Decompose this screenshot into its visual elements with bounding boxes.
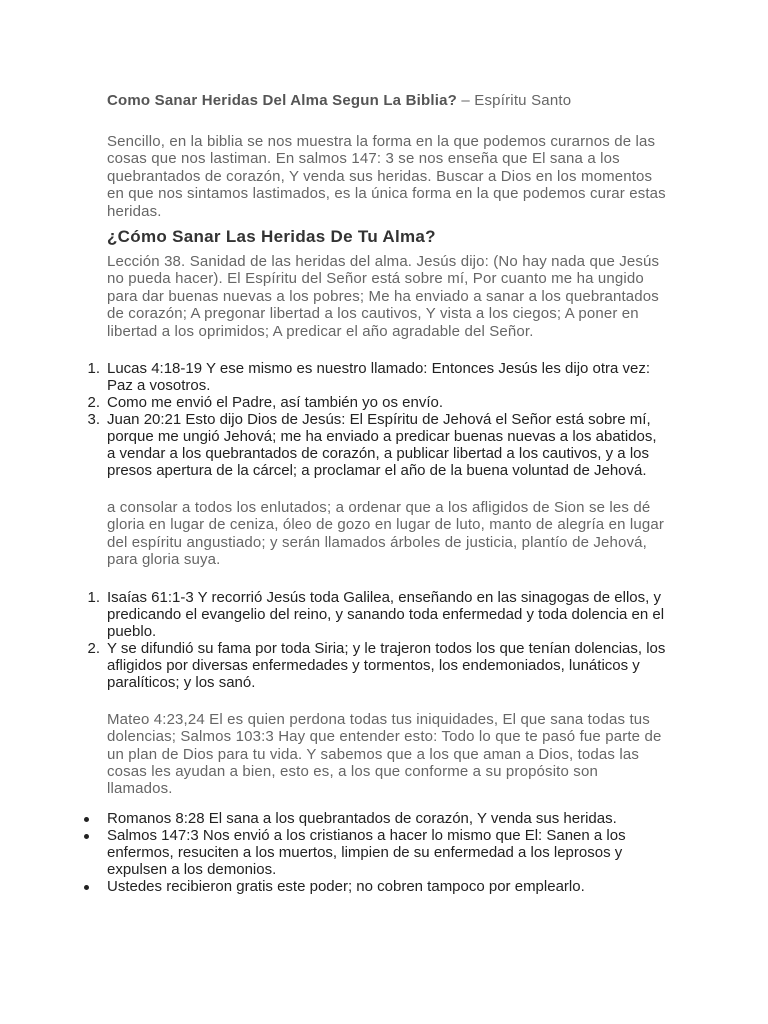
title-main: Como Sanar Heridas Del Alma Segun La Biblia? bbox=[107, 92, 457, 109]
numbered-list-2 bbox=[80, 589, 667, 691]
list-item bbox=[80, 589, 667, 640]
list-item bbox=[80, 360, 667, 394]
mateo-paragraph: Mateo 4:23,24 El es quien perdona todas tus iniquidades, El que sana todas tus dolencias; Salmos 103:3 Hay que entender esto: Todo lo que te pasó fue parte de un plan de Dios para tu vida. Y sabemos que a los que aman a Dios, todas las cosas les ayudan a bien, esto es, a los que conforme a su propósito son llamados. bbox=[107, 710, 662, 798]
section-heading: ¿Cómo Sanar Las Heridas De Tu Alma? bbox=[107, 227, 436, 247]
list-number: 2. bbox=[87, 394, 100, 412]
list-item-text: Como me envió el Padre, así también yo os envío. bbox=[107, 394, 444, 412]
numbered-list-1 bbox=[80, 360, 667, 479]
list-item-text: Ustedes recibieron gratis este poder; no cobren tampoco por emplearlo. bbox=[107, 877, 585, 895]
list-number: 2. bbox=[87, 639, 100, 657]
list-item bbox=[80, 810, 667, 827]
consolation-paragraph: a consolar a todos los enlutados; a ordenar que a los afligidos de Sion se les dé gloria en lugar de ceniza, óleo de gozo en lugar de luto, manto de alegría en lugar del espíritu angustiado; y serán llamados árboles de justicia, plantío de Jehová, para gloria suya. bbox=[107, 499, 664, 569]
bullet-icon bbox=[84, 834, 89, 839]
list-item-text: Isaías 61:1-3 Y recorrió Jesús toda Galilea, enseñando en las sinagogas de ellos, y predicando el evangelio del reino, y sanando toda enfermedad y toda dolencia en el pueblo. bbox=[107, 588, 665, 640]
lesson-paragraph: Lección 38. Sanidad de las heridas del alma. Jesús dijo: (No hay nada que Jesús no pueda hacer). El Espíritu del Señor está sobre mí, Por cuanto me ha ungido para dar buenas nuevas a los pobres; Me ha enviado a sanar a los quebrantados de corazón; A pregonar libertad a los cautivos, Y vista a los ciegos; A poner en libertad a los oprimidos; A predicar el año agradable del Señor. bbox=[107, 253, 660, 340]
list-item-text: Lucas 4:18-19 Y ese mismo es nuestro llamado: Entonces Jesús les dijo otra vez: Paz a vosotros. bbox=[107, 360, 651, 395]
article-body bbox=[87, 92, 667, 895]
list-number: 1. bbox=[87, 588, 100, 606]
intro-paragraph: Sencillo, en la biblia se nos muestra la forma en la que podemos curarnos de las cosas que nos lastiman. En salmos 147: 3 se nos enseña que El sana a los quebrantados de corazón, Y venda sus heridas. Buscar a Dios en los momentos en que nos sintamos lastimados, es la única forma en la que podemos curar estas heridas. bbox=[107, 133, 666, 220]
list-item bbox=[80, 640, 667, 691]
list-item-text: Romanos 8:28 El sana a los quebrantados de corazón, Y venda sus heridas. bbox=[107, 809, 617, 827]
bullet-icon bbox=[84, 885, 89, 890]
list-number: 1. bbox=[87, 360, 100, 378]
list-number: 3. bbox=[87, 411, 100, 429]
list-item bbox=[80, 411, 667, 479]
list-item bbox=[80, 878, 667, 895]
list-item bbox=[80, 827, 667, 878]
title-subtitle: – Espíritu Santo bbox=[457, 92, 572, 109]
bullet-icon bbox=[84, 817, 89, 822]
bullet-list bbox=[80, 810, 667, 895]
list-item-text: Salmos 147:3 Nos envió a los cristianos a hacer lo mismo que El: Sanen a los enfermos, resuciten a los muertos, limpien de su enfermedad a los leprosos y expulsen a los demonios. bbox=[107, 826, 626, 878]
list-item-text: Juan 20:21 Esto dijo Dios de Jesús: El Espíritu de Jehová el Señor está sobre mí, porque me ungió Jehová; me ha enviado a predicar buenas nuevas a los abatidos, a vendar a los quebrantados de corazón, a publicar libertad a los cautivos, y a los presos apertura de la cárcel; a proclamar el año de la buena voluntad de Jehová. bbox=[107, 411, 657, 480]
list-item-text: Y se difundió su fama por toda Siria; y le trajeron todos los que tenían dolencias, los afligidos por diversas enfermedades y tormentos, los endemoniados, lunáticos y paralíticos; y los sanó. bbox=[107, 639, 666, 691]
list-item bbox=[80, 394, 667, 411]
article-title bbox=[107, 92, 667, 110]
